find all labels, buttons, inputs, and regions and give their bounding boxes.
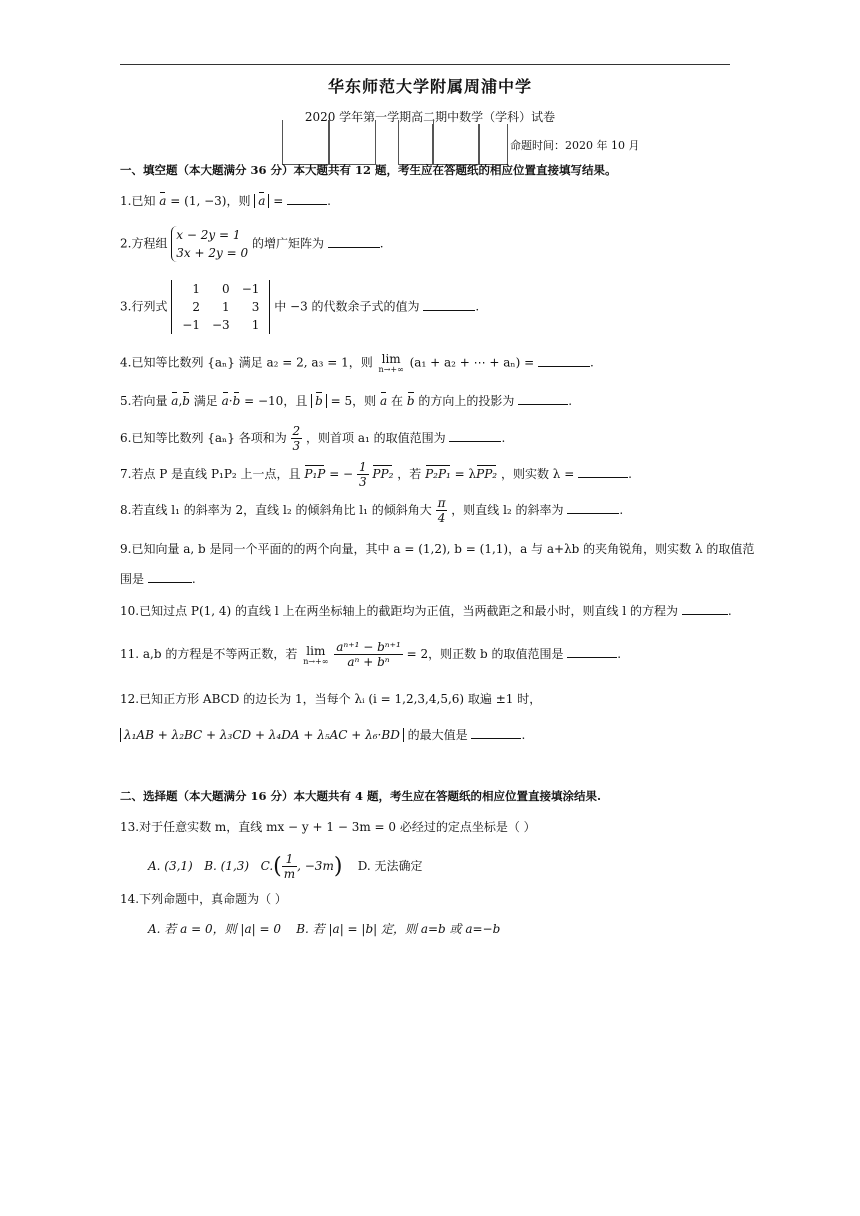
section-2-title: 二、选择题（本大题满分 16 分）本大题共有 4 题，考生应在答题纸的相应位置直接填涂结果. xyxy=(120,789,602,803)
answer-blank[interactable] xyxy=(682,613,728,615)
determinant: 1 0 −1 2 1 3 −1 −3 1 xyxy=(171,280,270,334)
question-2: 2.方程组 x − 2y = 1 3x + 2y = 0 的增广矩阵为 . xyxy=(120,228,384,260)
stamp-box xyxy=(478,124,508,165)
answer-blank[interactable] xyxy=(567,512,619,514)
stamp-box xyxy=(398,120,434,165)
question-7: 7.若点 P 是直线 P₁P₂ 上一点，且 P₁P = − $\frac{1}{3}$ PP₂ ，若 P₂P₁ = λPP₂ ，则实数 λ = . xyxy=(120,460,632,489)
answer-blank[interactable] xyxy=(567,656,617,658)
question-6: 6.已知等比数列 {aₙ} 各项和为 $\frac{2}{3}$ ，则首项 a₁ 的取值范围为 . xyxy=(120,424,506,453)
stamp-box xyxy=(328,120,376,165)
option-b[interactable]: B. (1,3) xyxy=(204,859,250,873)
answer-blank[interactable] xyxy=(578,476,628,478)
option-b[interactable]: B. 若 |a| = |b| 定，则 a=b 或 a=−b xyxy=(296,922,501,936)
stamp-box xyxy=(432,124,480,165)
question-1: 1.已知 a = (1, −3)，则 a = . xyxy=(120,194,331,208)
answer-blank[interactable] xyxy=(518,403,568,405)
answer-blank[interactable] xyxy=(287,203,327,205)
question-9: 9.已知向量 a, b 是同一个平面的的两个向量，其中 a = (1,2), b = (1,1)，a 与 a+λb 的夹角锐角，则实数 λ 的取值范 xyxy=(120,542,755,556)
answer-blank[interactable] xyxy=(148,581,192,583)
question-13-options xyxy=(148,852,423,881)
question-10: 10.已知过点 P(1, 4) 的直线 l 上在两坐标轴上的截距均为正值，当两截距之和最小时，则直线 l 的方程为 . xyxy=(120,604,732,618)
exam-time: 命题时间：2020 年 10 月 xyxy=(510,139,640,152)
question-12: 12.已知正方形 ABCD 的边长为 1，当每个 λᵢ (i = 1,2,3,4,5,6) 取遍 ±1 时， xyxy=(120,692,542,706)
question-12-cont: λ₁AB + λ₂BC + λ₃CD + λ₄DA + λ₅AC + λ₆·BD 的最大值是 . xyxy=(120,726,525,743)
question-5: 5.若向量 a,b 满足 a·b = −10，且 b = 5，则 a 在 b 的方向上的投影为 . xyxy=(120,394,573,408)
question-11: 11. a,b 的方程是不等两正数，若 lim n→+∞ $\frac{\text{aⁿ⁺¹ − bⁿ⁺¹}}{\text{aⁿ + bⁿ}}$ = 2，则正数 b 的取值范围是 . xyxy=(120,640,622,669)
question-13: 13.对于任意实数 m，直线 mx − y + 1 − 3m = 0 必经过的定点坐标是（ ） xyxy=(120,820,536,834)
question-4: 4.已知等比数列 {aₙ} 满足 a₂ = 2, a₃ = 1，则 lim n→+∞ (a₁ + a₂ + ⋯ + aₙ) = . xyxy=(120,352,594,374)
section-1-title: 一、填空题（本大题满分 36 分）本大题共有 12 题，考生应在答题纸的相应位置直接填写结果。 xyxy=(120,163,617,177)
answer-blank[interactable] xyxy=(471,737,521,739)
exam-subtitle: 2020 学年第一学期高二期中数学（学科）试卷 xyxy=(304,110,556,124)
option-c[interactable]: C.( $\frac{1}{m}$ , −3m) xyxy=(260,852,343,881)
question-9-cont: 围是 . xyxy=(120,572,196,586)
answer-blank[interactable] xyxy=(538,365,590,367)
answer-blank[interactable] xyxy=(449,440,501,442)
question-14-options xyxy=(148,920,500,937)
top-rule xyxy=(120,64,730,65)
question-3: 3.行列式 1 0 −1 2 1 3 −1 −3 1 中 −3 的代数余子式的值为 . xyxy=(120,282,480,332)
answer-blank[interactable] xyxy=(423,309,475,311)
option-a[interactable]: A. 若 a = 0，则 |a| = 0 xyxy=(148,922,281,936)
option-a[interactable]: A. (3,1) xyxy=(148,859,193,873)
question-14: 14.下列命题中，真命题为（ ） xyxy=(120,892,287,906)
school-name: 华东师范大学附属周浦中学 xyxy=(327,77,532,96)
question-8: 8.若直线 l₁ 的斜率为 2，直线 l₂ 的倾斜角比 l₁ 的倾斜角大 $\frac{\pi}{4}$ ，则直线 l₂ 的斜率为 . xyxy=(120,496,624,525)
equation-system: x − 2y = 1 3x + 2y = 0 xyxy=(171,226,248,262)
answer-blank[interactable] xyxy=(328,246,380,248)
option-d[interactable]: D. 无法确定 xyxy=(357,859,423,873)
stamp-box xyxy=(282,120,330,165)
